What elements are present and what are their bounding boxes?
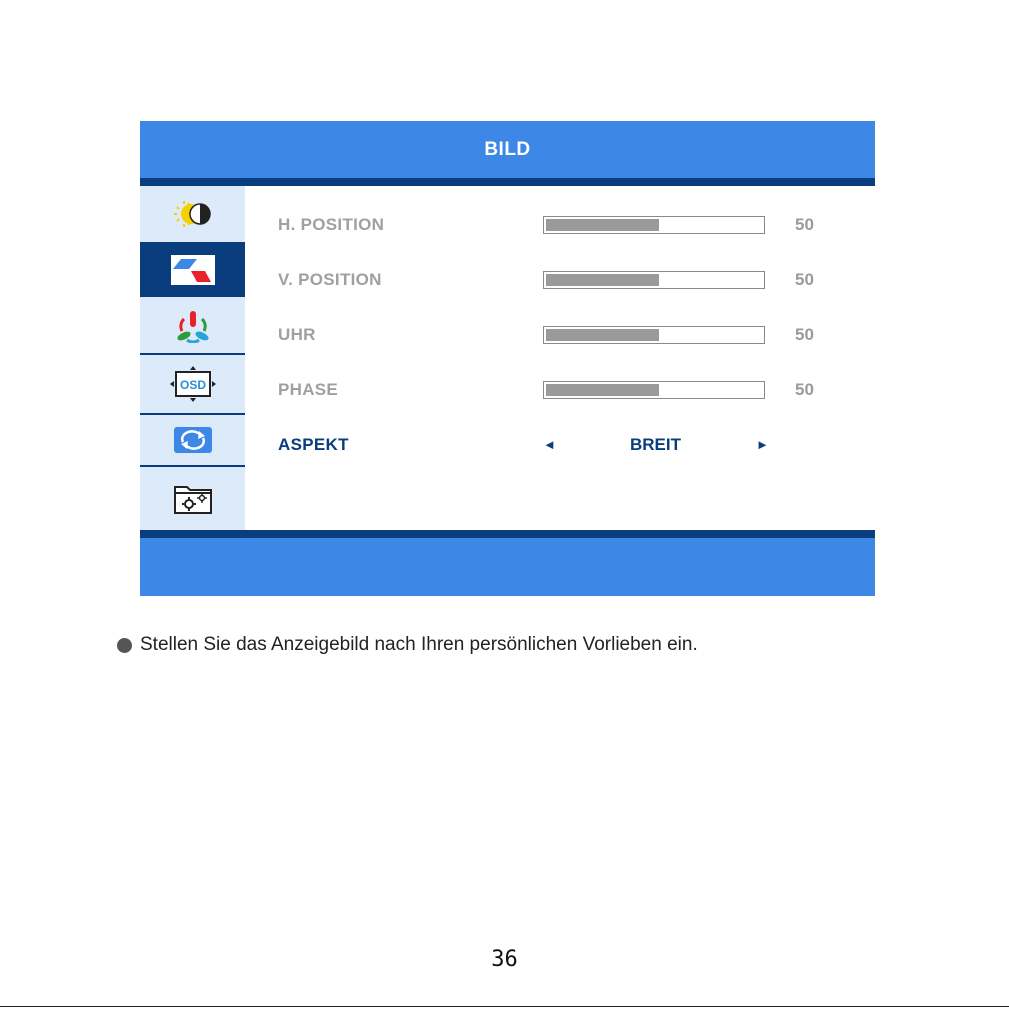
row-value: 50: [795, 270, 814, 289]
slider-fill: [546, 384, 659, 396]
picture-icon: [171, 255, 215, 285]
slider-fill: [546, 219, 659, 231]
osd-sidebar: [140, 186, 245, 530]
h-position-slider[interactable]: [543, 216, 765, 234]
footer-divider: [140, 530, 875, 538]
reset-icon: [174, 427, 212, 453]
aspect-left-arrow[interactable]: ◄: [543, 437, 556, 452]
brightness-contrast-icon: [173, 198, 213, 230]
aspect-right-arrow[interactable]: ►: [756, 437, 769, 452]
row-value: 50: [795, 380, 814, 399]
svg-text:OSD: OSD: [179, 378, 206, 392]
row-label: PHASE: [278, 380, 339, 399]
row-value: 50: [795, 325, 814, 344]
sidebar-item-color[interactable]: [140, 298, 245, 353]
caption: [117, 634, 698, 656]
row-phase: [278, 375, 838, 405]
sidebar-item-brightness[interactable]: [140, 186, 245, 241]
bottom-rule: [0, 1006, 1009, 1007]
caption-text: Stellen Sie das Anzeigebild nach Ihren persönlichen Vorlieben ein.: [140, 634, 698, 655]
sidebar-item-reset[interactable]: [140, 415, 245, 465]
phase-slider[interactable]: [543, 381, 765, 399]
row-label: V. POSITION: [278, 270, 382, 289]
slider-fill: [546, 274, 659, 286]
v-position-slider[interactable]: [543, 271, 765, 289]
osd-footer: [140, 538, 875, 596]
row-h-position: [278, 210, 838, 240]
row-aspekt: [278, 430, 838, 460]
osd-title: BILD: [484, 138, 531, 160]
osd-position-icon: [170, 366, 216, 402]
row-label: UHR: [278, 325, 316, 344]
row-label: H. POSITION: [278, 215, 385, 234]
uhr-slider[interactable]: [543, 326, 765, 344]
aspect-value: BREIT: [630, 435, 681, 454]
row-uhr: [278, 320, 838, 350]
header-divider: [140, 178, 875, 186]
osd-body: [140, 186, 875, 530]
bullet-icon: [117, 638, 132, 653]
sidebar-item-settings[interactable]: [140, 467, 245, 530]
page-number: 36: [491, 947, 518, 972]
osd-header: [140, 121, 875, 178]
slider-fill: [546, 329, 659, 341]
row-v-position: [278, 265, 838, 295]
sidebar-item-picture[interactable]: [140, 242, 245, 297]
sidebar-item-osd[interactable]: [140, 355, 245, 413]
color-icon: [175, 309, 211, 343]
osd-menu: [140, 121, 875, 596]
row-value: 50: [795, 215, 814, 234]
row-label: ASPEKT: [278, 435, 349, 454]
settings-folder-icon: [173, 483, 213, 515]
